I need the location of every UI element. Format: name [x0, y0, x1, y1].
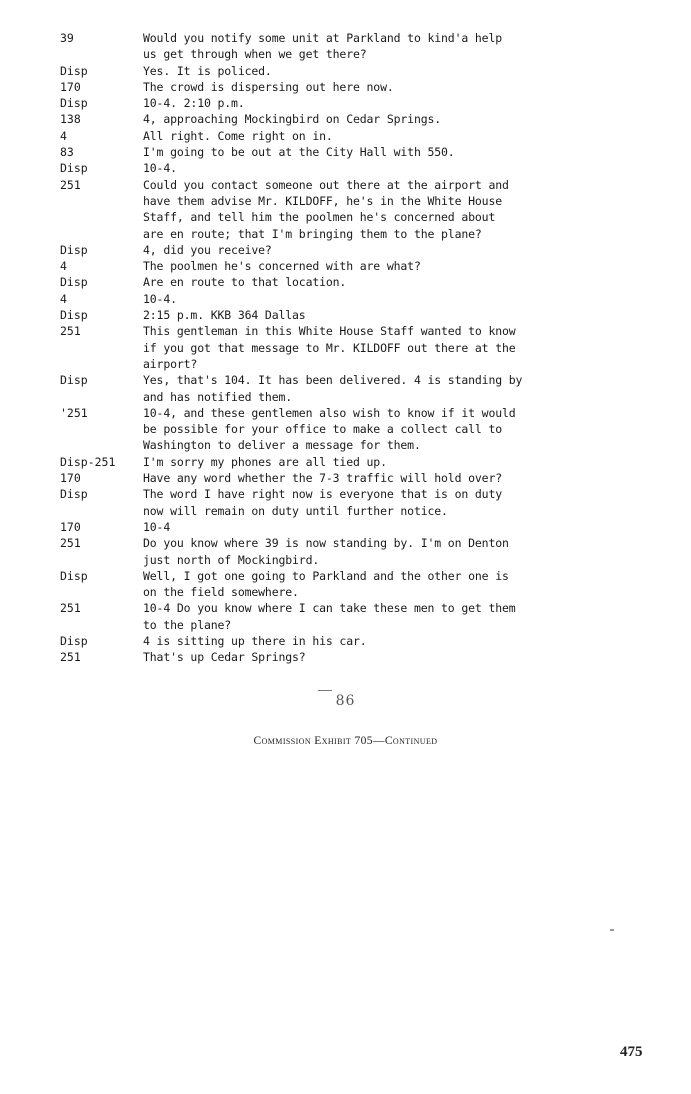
- transmission-text: 10-4. 2:10 p.m.: [143, 96, 245, 111]
- transcript-entry: [60, 79, 630, 95]
- scan-speck: [610, 929, 614, 931]
- page-marker-dash: [318, 690, 332, 691]
- transmission-text: The word I have right now is everyone that is on duty now will remain on duty until further notice.: [143, 487, 503, 518]
- transcript-entry: [60, 274, 630, 290]
- speaker-label: 4: [60, 259, 67, 274]
- transcript-entry: [60, 95, 630, 111]
- speaker-label: Disp: [60, 373, 88, 388]
- transcript-entry: [60, 486, 630, 519]
- transmission-text: I'm going to be out at the City Hall with 550.: [143, 145, 455, 160]
- transmission-text: 10-4: [143, 519, 171, 534]
- transmission-text: 10-4.: [143, 161, 177, 176]
- transmission-text: Do you know where 39 is now standing by. I'm on Denton just north of Mockingbird.: [143, 536, 509, 567]
- transmission-text: Yes. It is policed.: [143, 63, 272, 78]
- transmission-text: I'm sorry my phones are all tied up.: [143, 454, 387, 469]
- transcript-entry: [60, 568, 630, 601]
- transcript-entry: [60, 63, 630, 79]
- transmission-text: 10-4.: [143, 291, 177, 306]
- speaker-label: 251: [60, 650, 81, 665]
- transcript-entry: [60, 600, 630, 633]
- transmission-text: Yes, that's 104. It has been delivered. 4 is standing by and has notified them.: [143, 373, 523, 404]
- page-marker: 86: [335, 693, 356, 709]
- transcript-entry: [60, 323, 630, 372]
- transcript-entry: [60, 291, 630, 307]
- speaker-label: 4: [60, 291, 67, 306]
- speaker-label: Disp: [60, 161, 88, 176]
- speaker-label: Disp: [60, 568, 88, 583]
- transcript-entry: [60, 128, 630, 144]
- transcript-entry: [60, 470, 630, 486]
- transcript-entry: [60, 633, 630, 649]
- speaker-label: 4: [60, 128, 67, 143]
- transcript-entry: [60, 535, 630, 568]
- transmission-text: 4, did you receive?: [143, 242, 272, 257]
- transcript-entry: [60, 111, 630, 127]
- transmission-text: Are en route to that location.: [143, 275, 347, 290]
- transmission-text: This gentleman in this White House Staff wanted to know if you got that message to Mr. KILDOFF out there at the airport?: [143, 324, 516, 371]
- speaker-label: 251: [60, 601, 81, 616]
- transcript-entry: [60, 144, 630, 160]
- transcript-entry: [60, 258, 630, 274]
- transcript-entry: [60, 519, 630, 535]
- speaker-label: 251: [60, 324, 81, 339]
- speaker-label: 170: [60, 79, 81, 94]
- speaker-label: 83: [60, 145, 74, 160]
- transmission-text: 2:15 p.m. KKB 364 Dallas: [143, 308, 306, 323]
- speaker-label: 170: [60, 471, 81, 486]
- radio-transcript: [60, 30, 630, 666]
- transcript-entry: [60, 30, 630, 63]
- speaker-label: 170: [60, 519, 81, 534]
- transcript-entry: [60, 242, 630, 258]
- transmission-text: 10-4, and these gentlemen also wish to know if it would be possible for your office to make a collect call to Washington to deliver a message for them.: [143, 405, 516, 453]
- transcript-entry: [60, 160, 630, 176]
- transmission-text: Could you contact someone out there at the airport and have them advise Mr. KILDOFF, he's in the White House Staff, and tell him the poolmen he's concerned about are en route; that I'm bringing them to the plane?: [143, 177, 509, 241]
- speaker-label: Disp: [60, 96, 88, 111]
- transmission-text: The crowd is dispersing out here now.: [143, 79, 394, 94]
- transmission-text: The poolmen he's concerned with are what?: [143, 259, 421, 274]
- speaker-label: Disp: [60, 242, 88, 257]
- transcript-entry: [60, 177, 630, 242]
- speaker-label: Disp: [60, 487, 88, 502]
- speaker-label: Disp: [60, 275, 88, 290]
- transmission-text: All right. Come right on in.: [143, 128, 333, 143]
- speaker-label: 251: [60, 536, 81, 551]
- speaker-label: Disp: [60, 633, 88, 648]
- transmission-text: Well, I got one going to Parkland and the other one is on the field somewhere.: [143, 568, 509, 600]
- speaker-label: Disp: [60, 63, 88, 78]
- transcript-entry: [60, 454, 630, 470]
- transmission-text: 4 is sitting up there in his car.: [143, 633, 367, 648]
- transcript-entry: [60, 405, 630, 454]
- speaker-label: Disp-251: [60, 454, 116, 469]
- transcript-entry: [60, 307, 630, 323]
- speaker-label: Disp: [60, 308, 88, 323]
- page-number: 475: [620, 1044, 643, 1060]
- transmission-text: Have any word whether the 7-3 traffic will hold over?: [143, 471, 503, 486]
- transmission-text: 10-4 Do you know where I can take these men to get them to the plane?: [143, 601, 516, 632]
- speaker-label: 251: [60, 177, 81, 192]
- transmission-text: Would you notify some unit at Parkland to kind'a help us get through when we get there?: [143, 31, 503, 62]
- speaker-label: '251: [60, 405, 88, 420]
- transcript-entry: [60, 372, 630, 405]
- speaker-label: 138: [60, 112, 81, 127]
- speaker-label: 39: [60, 31, 74, 45]
- exhibit-caption: Commission Exhibit 705—Continued: [253, 735, 438, 747]
- transcript-entry: [60, 649, 630, 665]
- transmission-text: 4, approaching Mockingbird on Cedar Springs.: [143, 112, 442, 127]
- transmission-text: That's up Cedar Springs?: [143, 650, 306, 665]
